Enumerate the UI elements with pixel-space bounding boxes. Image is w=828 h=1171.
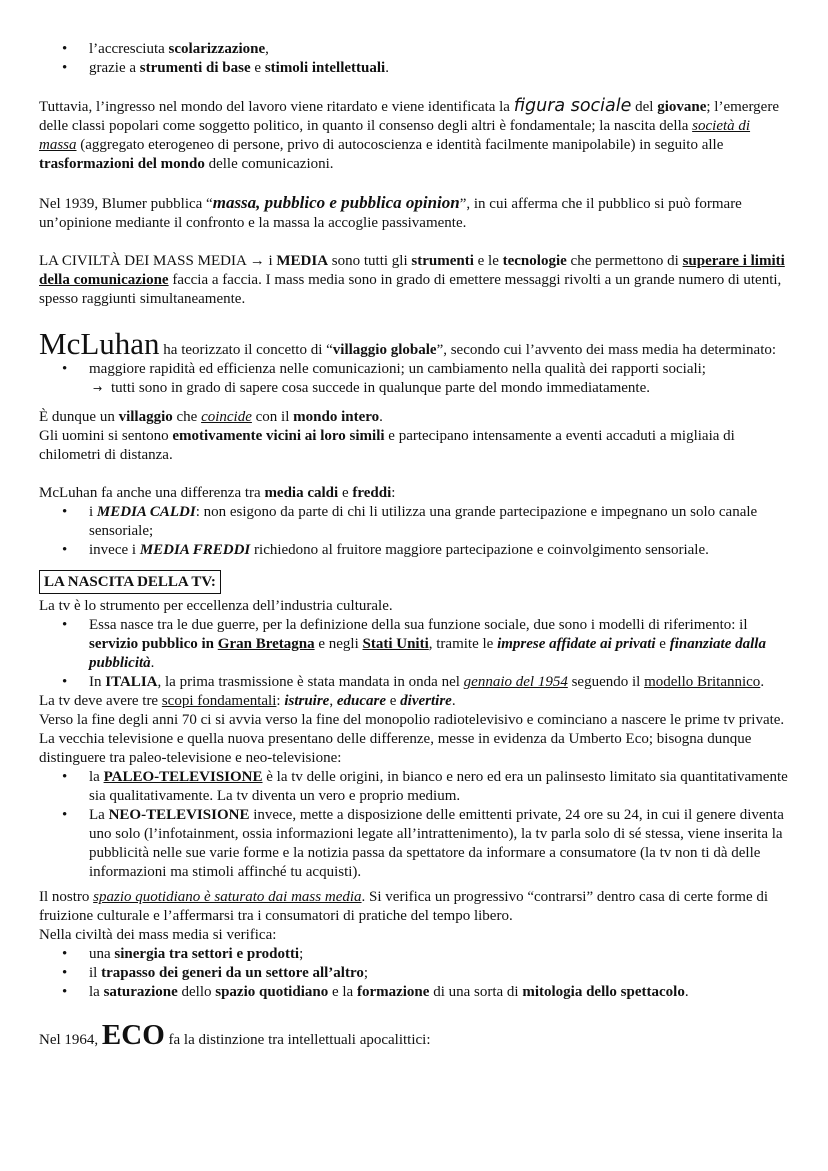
paragraph-tv-intro: La tv è lo strumento per eccellenza dell’industria culturale. [39, 598, 393, 614]
list-item: • il trapasso dei generi da un settore all’altro; [39, 964, 791, 983]
paragraph-villaggio: È dunque un villaggio che coincide con il mondo intero. [39, 409, 383, 425]
tv-types-list [39, 768, 791, 882]
list-item: • Essa nasce tra le due guerre, per la definizione della sua funzione sociale, due sono i modelli di riferimento: il servizio pubblico in Gran Bretagna e negli Stati Uniti, tramite le imprese affidate ai privati e finanziate dalla pubblicità. [39, 616, 791, 673]
media-list [39, 503, 791, 560]
bullet-list-top [39, 40, 791, 78]
list-item: • i MEDIA CALDI: non esigono da parte di chi li utilizza una grande partecipazione e impegnano un solo canale sensoriale; [39, 503, 791, 541]
list-item: • grazie a strumenti di base e stimoli intellettuali. [39, 59, 791, 78]
mcluhan-list [39, 360, 791, 379]
tv-origin-list [39, 616, 791, 692]
arrow-right-icon: → [93, 382, 103, 395]
civilta-list [39, 945, 791, 1002]
arrow-right-icon: → [249, 253, 265, 269]
paragraph-scopi: La tv deve avere tre scopi fondamentali: istruire, educare e divertire. [39, 693, 456, 709]
list-item: • una sinergia tra settori e prodotti; [39, 945, 791, 964]
section-heading-tv: LA NASCITA DELLA TV: [39, 570, 221, 594]
list-item: • l’accresciuta scolarizzazione, [39, 40, 791, 59]
list-item: • La NEO-TELEVISIONE invece, mette a disposizione delle emittenti private, 24 ore su 24, in cui il genere diventa uno solo (l’infotainment, ossia informazioni legate all’intrattenimento), la tv parla solo di sé stessa, viene inserita la pubblicità nelle sue varie forme e la notizia passa da spettatore da informare a consumatore (la tv non ti dà delle informazioni ma stimoli affinché tu acquisti). [39, 806, 791, 882]
paragraph-caldi: McLuhan fa anche una differenza tra media caldi e freddi: [39, 485, 396, 501]
list-item: • In ITALIA, la prima trasmissione è stata mandata in onda nel gennaio del 1954 seguendo il modello Britannico. [39, 673, 791, 692]
paragraph-blumer: Nel 1939, Blumer pubblica “massa, pubblico e pubblica opinion”, in cui afferma che il pubblico si può formare un’opinione mediante il confronto e la massa la accoglie passivamente. [39, 193, 742, 231]
list-item: • invece i MEDIA FREDDI richiedono al fruitore maggiore partecipazione e coinvolgimento sensoriale. [39, 541, 791, 560]
paragraph-verso: Verso la fine degli anni 70 ci si avvia verso la fine del monopolio radiotelevisivo e cominciano a nascere le prime tv private. La vecchia televisione e quella nuova presentano delle differenze, messe in evidenza da Umberto Eco; bisogna dunque distinguere tra paleo-televisione e neo-televisione: [39, 712, 785, 766]
list-item: • maggiore rapidità ed efficienza nelle comunicazioni; un cambiamento nella qualità dei rapporti sociali; [39, 360, 791, 379]
list-item: • la PALEO-TELEVISIONE è la tv delle origini, in bianco e nero ed era un palinsesto limitato sia quantitativamente sia qualitativamente. La tv diventa un vero e proprio medium. [39, 768, 791, 806]
paragraph-tuttavia: Tuttavia, l’ingresso nel mondo del lavoro viene ritardato e viene identificata la figura sociale del giovane; l’emergere delle classi popolari come soggetto politico, in quanto il consenso degli altri è fondamentale; la nascita della società di massa (aggregato eterogeneo di persone, privo di autocoscienza e identità facilmente manipolabile) in seguito alle trasformazioni del mondo delle comunicazioni. [39, 96, 779, 172]
paragraph-mcluhan: McLuhan ha teorizzato il concetto di “villaggio globale”, secondo cui l’avvento dei mass media ha determinato: [39, 326, 777, 361]
document-page [39, 40, 791, 1050]
sub-item: → tutti sono in grado di sapere cosa succede in qualunque parte del mondo immediatamente. [93, 380, 651, 396]
paragraph-uomini: Gli uomini si sentono emotivamente vicini ai loro simili e partecipano intensamente a eventi accaduti a migliaia di chilometri di distanza. [39, 428, 735, 463]
list-item: • la saturazione dello spazio quotidiano e la formazione di una sorta di mitologia dello spettacolo. [39, 983, 791, 1002]
paragraph-civilta: LA CIVILTÀ DEI MASS MEDIA → i MEDIA sono tutti gli strumenti e le tecnologie che permettono di superare i limiti della comunicazione faccia a faccia. I mass media sono in grado di emettere messaggi rivolti a un grande numero di utenti, spesso raggiunti simultaneamente. [39, 253, 785, 307]
paragraph-civilta-verifica: Nella civiltà dei mass media si verifica: [39, 927, 277, 943]
paragraph-spazio: Il nostro spazio quotidiano è saturato dai mass media. Si verifica un progressivo “contrarsi” dentro casa di certe forme di fruizione culturale e l’affermarsi tra i consumatori di pratiche del tempo libero. [39, 889, 769, 924]
paragraph-eco: Nel 1964, ECO fa la distinzione tra intellettuali apocalittici: [39, 1019, 431, 1051]
